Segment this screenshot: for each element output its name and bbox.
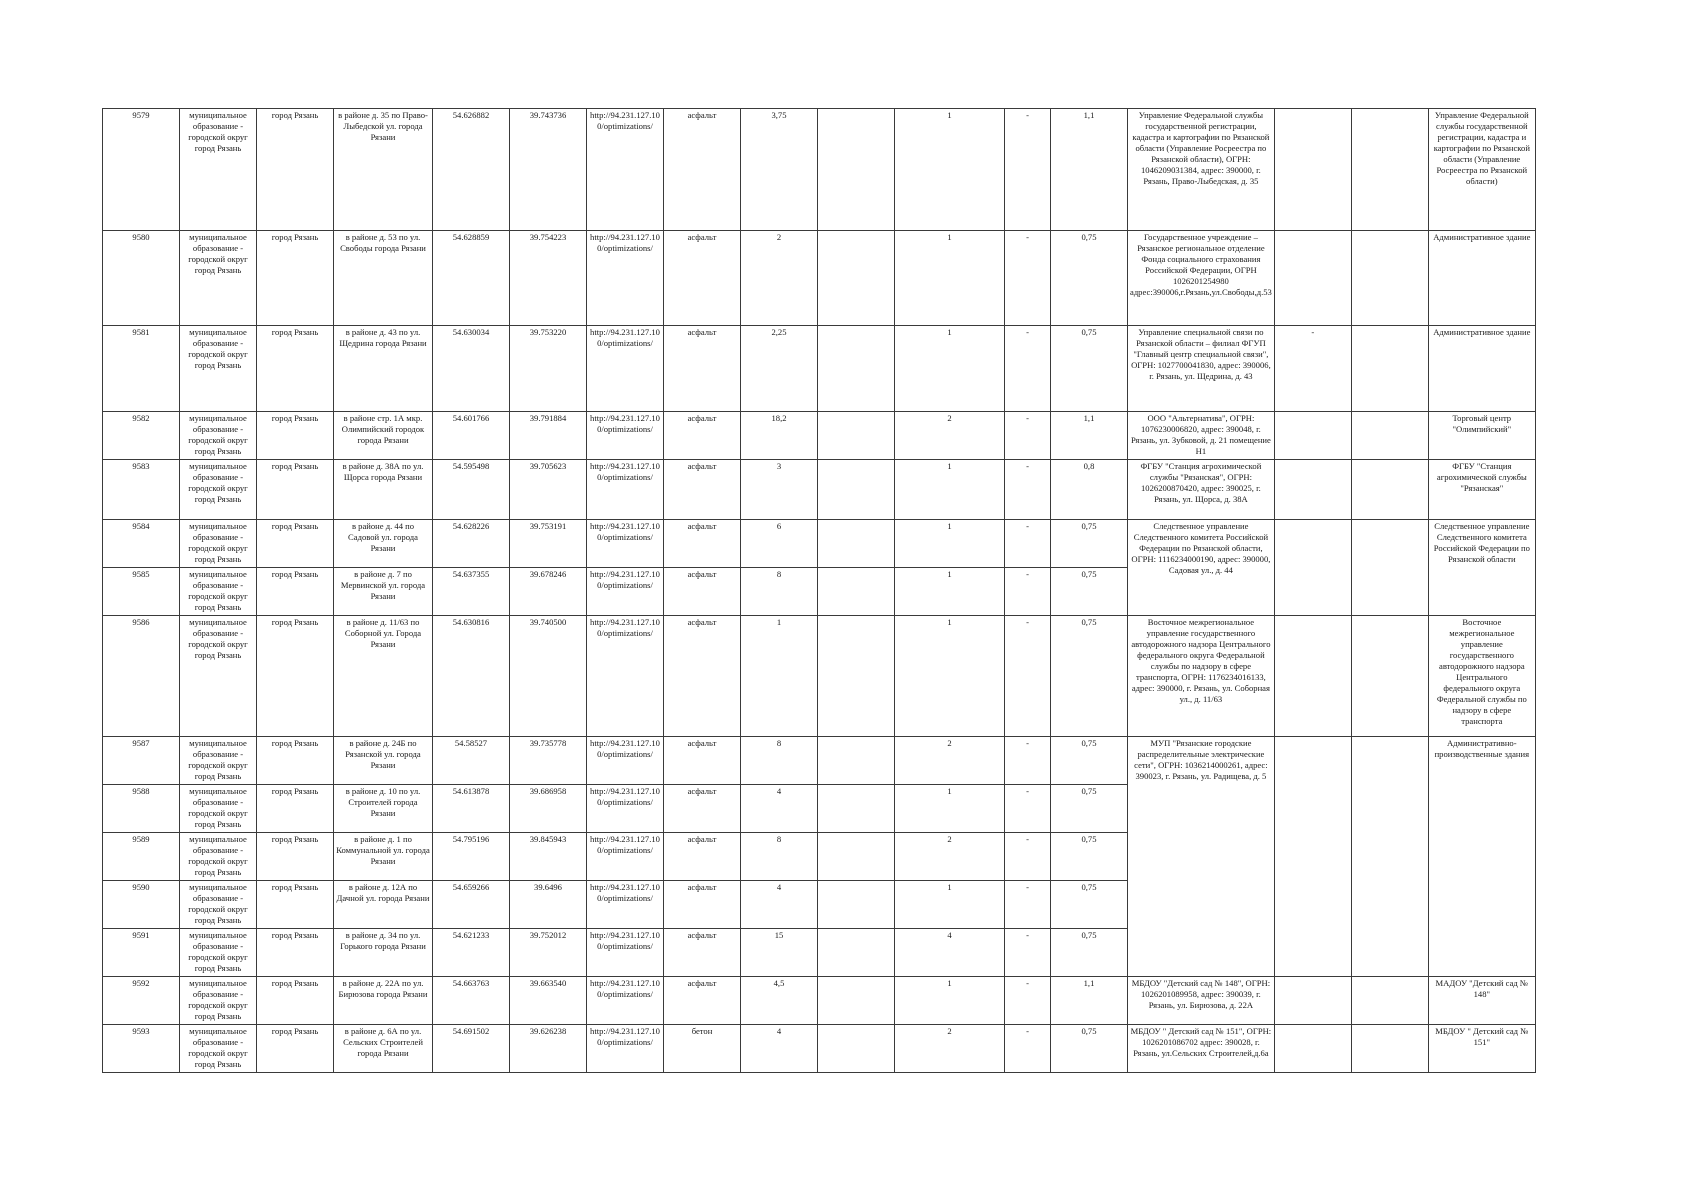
- cell-source: МБДОУ " Детский сад № 151": [1428, 1025, 1535, 1073]
- cell-address: в районе д. 7 по Мервинской ул. города Рязани: [334, 568, 433, 616]
- cell-surface: асфальт: [664, 326, 741, 412]
- cell-num: 9583: [103, 460, 180, 520]
- cell-area: 4: [741, 1025, 818, 1073]
- cell-volume: 0,8: [1051, 460, 1128, 520]
- cell-containers: 1: [895, 881, 1005, 929]
- cell-surface: асфальт: [664, 833, 741, 881]
- cell-volume: 0,75: [1051, 568, 1128, 616]
- cell-containers: 1: [895, 109, 1005, 231]
- cell-url: http://94.231.127.10 0/optimizations/: [587, 568, 664, 616]
- cell-lat: 54.626882: [433, 109, 510, 231]
- cell-col10: [818, 109, 895, 231]
- cell-address: в районе д. 11/63 по Соборной ул. Города Рязани: [334, 616, 433, 737]
- cell-area: 15: [741, 929, 818, 977]
- cell-url: http://94.231.127.10 0/optimizations/: [587, 737, 664, 785]
- cell-col12: -: [1005, 977, 1051, 1025]
- cell-url: http://94.231.127.10 0/optimizations/: [587, 785, 664, 833]
- cell-municipality: муниципальное образование - городской округ город Рязань: [180, 977, 257, 1025]
- cell-col15: [1274, 616, 1351, 737]
- cell-source: ФГБУ "Станция агрохимической службы "Рязанская": [1428, 460, 1535, 520]
- cell-area: 2,25: [741, 326, 818, 412]
- cell-num: 9587: [103, 737, 180, 785]
- cell-owner: МБДОУ "Детский сад № 148", ОГРН: 1026201089958, адрес: 390039, г. Рязань, ул. Бирюзова, д. 22А: [1128, 977, 1275, 1025]
- cell-col15: -: [1274, 326, 1351, 412]
- table-row: [103, 231, 1536, 326]
- cell-address: в районе д. 34 по ул. Горького города Рязани: [334, 929, 433, 977]
- cell-col12: -: [1005, 520, 1051, 568]
- cell-lon: 39.6496: [510, 881, 587, 929]
- cell-city: город Рязань: [257, 460, 334, 520]
- table-row: [103, 109, 1536, 231]
- register-table: [102, 108, 1536, 1073]
- cell-col15: [1274, 231, 1351, 326]
- cell-num: 9593: [103, 1025, 180, 1073]
- cell-lon: 39.735778: [510, 737, 587, 785]
- cell-num: 9585: [103, 568, 180, 616]
- cell-municipality: муниципальное образование - городской округ город Рязань: [180, 929, 257, 977]
- cell-col16: [1351, 326, 1428, 412]
- cell-col15: [1274, 460, 1351, 520]
- cell-surface: асфальт: [664, 881, 741, 929]
- cell-city: город Рязань: [257, 616, 334, 737]
- cell-col16: [1351, 231, 1428, 326]
- cell-owner: Восточное межрегиональное управление государственного автодорожного надзора Центрального федерального округа Федеральной службы по надзору в сфере транспорта, ОГРН: 1176234016133, адрес: 390000, г. Рязань, ул. Соборная ул., д. 11/63: [1128, 616, 1275, 737]
- cell-owner: МУП "Рязанские городские распределительные электрические сети", ОГРН: 1036214000261, адрес: 390023, г. Рязань, ул. Радищева, д. 5: [1128, 737, 1275, 977]
- cell-lat: 54.621233: [433, 929, 510, 977]
- cell-col10: [818, 412, 895, 460]
- cell-volume: 0,75: [1051, 881, 1128, 929]
- cell-url: http://94.231.127.10 0/optimizations/: [587, 1025, 664, 1073]
- table-row: [103, 520, 1536, 568]
- cell-surface: асфальт: [664, 460, 741, 520]
- cell-containers: 1: [895, 785, 1005, 833]
- cell-city: город Рязань: [257, 977, 334, 1025]
- cell-col15: [1274, 1025, 1351, 1073]
- cell-area: 8: [741, 737, 818, 785]
- cell-col15: [1274, 977, 1351, 1025]
- cell-owner: ООО "Альтернатива", ОГРН: 1076230006820, адрес: 390048, г. Рязань, ул. Зубковой, д. 21 помещение Н1: [1128, 412, 1275, 460]
- cell-volume: 0,75: [1051, 616, 1128, 737]
- cell-col12: -: [1005, 881, 1051, 929]
- cell-col10: [818, 568, 895, 616]
- cell-address: в районе д. 12А по Дачной ул. города Рязани: [334, 881, 433, 929]
- cell-col10: [818, 520, 895, 568]
- cell-num: 9588: [103, 785, 180, 833]
- cell-col10: [818, 785, 895, 833]
- cell-area: 4: [741, 785, 818, 833]
- cell-municipality: муниципальное образование - городской округ город Рязань: [180, 109, 257, 231]
- cell-col16: [1351, 977, 1428, 1025]
- cell-col10: [818, 460, 895, 520]
- cell-address: в районе д. 1 по Коммунальной ул. города Рязани: [334, 833, 433, 881]
- cell-surface: асфальт: [664, 231, 741, 326]
- table-row: [103, 326, 1536, 412]
- cell-city: город Рязань: [257, 568, 334, 616]
- cell-num: 9591: [103, 929, 180, 977]
- cell-owner: Управление специальной связи по Рязанской области – филиал ФГУП "Главный центр специальной связи", ОГРН: 1027700041830, адрес: 390006, г. Рязань, ул. Щедрина, д. 43: [1128, 326, 1275, 412]
- cell-lon: 39.845943: [510, 833, 587, 881]
- cell-col12: -: [1005, 929, 1051, 977]
- cell-municipality: муниципальное образование - городской округ город Рязань: [180, 833, 257, 881]
- cell-area: 4: [741, 881, 818, 929]
- cell-municipality: муниципальное образование - городской округ город Рязань: [180, 326, 257, 412]
- cell-surface: асфальт: [664, 929, 741, 977]
- cell-lat: 54.691502: [433, 1025, 510, 1073]
- cell-num: 9592: [103, 977, 180, 1025]
- cell-surface: асфальт: [664, 568, 741, 616]
- cell-city: город Рязань: [257, 520, 334, 568]
- cell-col16: [1351, 520, 1428, 616]
- cell-volume: 0,75: [1051, 833, 1128, 881]
- cell-col12: -: [1005, 231, 1051, 326]
- cell-lon: 39.740500: [510, 616, 587, 737]
- cell-containers: 1: [895, 231, 1005, 326]
- cell-city: город Рязань: [257, 785, 334, 833]
- cell-containers: 2: [895, 412, 1005, 460]
- cell-url: http://94.231.127.10 0/optimizations/: [587, 929, 664, 977]
- cell-col12: -: [1005, 568, 1051, 616]
- cell-municipality: муниципальное образование - городской округ город Рязань: [180, 460, 257, 520]
- cell-source: Административное здание: [1428, 231, 1535, 326]
- cell-area: 8: [741, 833, 818, 881]
- cell-num: 9584: [103, 520, 180, 568]
- cell-containers: 2: [895, 1025, 1005, 1073]
- cell-municipality: муниципальное образование - городской округ город Рязань: [180, 1025, 257, 1073]
- table-row: [103, 460, 1536, 520]
- cell-col12: -: [1005, 109, 1051, 231]
- cell-municipality: муниципальное образование - городской округ город Рязань: [180, 785, 257, 833]
- cell-lat: 54.628859: [433, 231, 510, 326]
- cell-lat: 54.58527: [433, 737, 510, 785]
- cell-num: 9581: [103, 326, 180, 412]
- cell-city: город Рязань: [257, 231, 334, 326]
- cell-area: 3: [741, 460, 818, 520]
- cell-col10: [818, 977, 895, 1025]
- cell-volume: 1,1: [1051, 412, 1128, 460]
- cell-url: http://94.231.127.10 0/optimizations/: [587, 520, 664, 568]
- cell-source: Восточное межрегиональное управление государственного автодорожного надзора Центрального федерального округа Федеральной службы по надзору в сфере транспорта: [1428, 616, 1535, 737]
- cell-volume: 0,75: [1051, 231, 1128, 326]
- cell-lat: 54.595498: [433, 460, 510, 520]
- cell-city: город Рязань: [257, 1025, 334, 1073]
- cell-col10: [818, 231, 895, 326]
- cell-municipality: муниципальное образование - городской округ город Рязань: [180, 520, 257, 568]
- cell-lat: 54.637355: [433, 568, 510, 616]
- cell-lat: 54.663763: [433, 977, 510, 1025]
- cell-col15: [1274, 109, 1351, 231]
- cell-col12: -: [1005, 412, 1051, 460]
- cell-source: Управление Федеральной службы государственной регистрации, кадастра и картографии по Рязанской области (Управление Росреестра по Рязанской области): [1428, 109, 1535, 231]
- cell-col16: [1351, 412, 1428, 460]
- cell-owner: Государственное учреждение – Рязанское региональное отделение Фонда социального страхования Российской Федерации, ОГРН 1026201254980 адрес:390006,г.Рязань,ул.Свободы,д.53: [1128, 231, 1275, 326]
- cell-volume: 0,75: [1051, 1025, 1128, 1073]
- cell-lat: 54.795196: [433, 833, 510, 881]
- cell-col15: [1274, 412, 1351, 460]
- cell-municipality: муниципальное образование - городской округ город Рязань: [180, 568, 257, 616]
- cell-address: в районе д. 22А по ул. Бирюзова города Рязани: [334, 977, 433, 1025]
- cell-col16: [1351, 1025, 1428, 1073]
- cell-url: http://94.231.127.10 0/optimizations/: [587, 460, 664, 520]
- cell-municipality: муниципальное образование - городской округ город Рязань: [180, 231, 257, 326]
- cell-num: 9582: [103, 412, 180, 460]
- cell-owner: Управление Федеральной службы государственной регистрации, кадастра и картографии по Рязанской области (Управление Росреестра по Рязанской области), ОГРН: 1046209031384, адрес: 390000, г. Рязань, Право-Лыбедская, д. 35: [1128, 109, 1275, 231]
- cell-source: МАДОУ "Детский сад № 148": [1428, 977, 1535, 1025]
- cell-area: 1: [741, 616, 818, 737]
- cell-volume: 1,1: [1051, 109, 1128, 231]
- cell-col16: [1351, 460, 1428, 520]
- cell-lat: 54.628226: [433, 520, 510, 568]
- cell-area: 4,5: [741, 977, 818, 1025]
- cell-url: http://94.231.127.10 0/optimizations/: [587, 231, 664, 326]
- cell-col16: [1351, 737, 1428, 977]
- cell-address: в районе д. 44 по Садовой ул. города Рязани: [334, 520, 433, 568]
- cell-city: город Рязань: [257, 929, 334, 977]
- cell-surface: асфальт: [664, 109, 741, 231]
- cell-col12: -: [1005, 833, 1051, 881]
- cell-containers: 2: [895, 833, 1005, 881]
- cell-volume: 0,75: [1051, 785, 1128, 833]
- cell-address: в районе д. 10 по ул. Строителей города Рязани: [334, 785, 433, 833]
- cell-url: http://94.231.127.10 0/optimizations/: [587, 881, 664, 929]
- cell-lat: 54.630816: [433, 616, 510, 737]
- cell-volume: 0,75: [1051, 326, 1128, 412]
- cell-address: в районе стр. 1А мкр. Олимпийский городок города Рязани: [334, 412, 433, 460]
- cell-city: город Рязань: [257, 881, 334, 929]
- cell-col10: [818, 929, 895, 977]
- cell-surface: асфальт: [664, 977, 741, 1025]
- cell-surface: асфальт: [664, 737, 741, 785]
- cell-num: 9586: [103, 616, 180, 737]
- cell-address: в районе д. 53 по ул. Свободы города Рязани: [334, 231, 433, 326]
- cell-containers: 1: [895, 977, 1005, 1025]
- cell-col12: -: [1005, 1025, 1051, 1073]
- cell-col16: [1351, 616, 1428, 737]
- cell-col10: [818, 616, 895, 737]
- cell-lon: 39.663540: [510, 977, 587, 1025]
- cell-surface: асфальт: [664, 785, 741, 833]
- cell-url: http://94.231.127.10 0/optimizations/: [587, 109, 664, 231]
- cell-address: в районе д. 6А по ул. Сельских Строителей города Рязани: [334, 1025, 433, 1073]
- cell-col12: -: [1005, 737, 1051, 785]
- cell-address: в районе д. 35 по Право-Лыбедской ул. города Рязани: [334, 109, 433, 231]
- cell-municipality: муниципальное образование - городской округ город Рязань: [180, 616, 257, 737]
- cell-municipality: муниципальное образование - городской округ город Рязань: [180, 881, 257, 929]
- cell-col12: -: [1005, 326, 1051, 412]
- cell-area: 6: [741, 520, 818, 568]
- cell-containers: 1: [895, 568, 1005, 616]
- cell-owner: Следственное управление Следственного комитета Российской Федерации по Рязанской области, ОГРН: 1116234000190, адрес: 390000, Садовая ул., д. 44: [1128, 520, 1275, 616]
- cell-col10: [818, 833, 895, 881]
- cell-surface: асфальт: [664, 616, 741, 737]
- cell-lat: 54.613878: [433, 785, 510, 833]
- cell-owner: ФГБУ "Станция агрохимической службы "Рязанская", ОГРН: 1026200870420, адрес: 390025, г. Рязань, ул. Щорса, д. 38А: [1128, 460, 1275, 520]
- cell-area: 18,2: [741, 412, 818, 460]
- cell-lat: 54.659266: [433, 881, 510, 929]
- cell-volume: 0,75: [1051, 737, 1128, 785]
- table-row: [103, 737, 1536, 785]
- cell-containers: 1: [895, 520, 1005, 568]
- cell-containers: 2: [895, 737, 1005, 785]
- cell-containers: 4: [895, 929, 1005, 977]
- cell-lon: 39.743736: [510, 109, 587, 231]
- table-row: [103, 1025, 1536, 1073]
- cell-col10: [818, 881, 895, 929]
- cell-city: город Рязань: [257, 109, 334, 231]
- cell-col12: -: [1005, 460, 1051, 520]
- cell-num: 9589: [103, 833, 180, 881]
- cell-area: 8: [741, 568, 818, 616]
- cell-num: 9590: [103, 881, 180, 929]
- cell-lon: 39.678246: [510, 568, 587, 616]
- cell-col16: [1351, 109, 1428, 231]
- cell-surface: бетон: [664, 1025, 741, 1073]
- cell-url: http://94.231.127.10 0/optimizations/: [587, 616, 664, 737]
- cell-lon: 39.754223: [510, 231, 587, 326]
- table-row: [103, 412, 1536, 460]
- cell-city: город Рязань: [257, 833, 334, 881]
- cell-containers: 1: [895, 326, 1005, 412]
- cell-surface: асфальт: [664, 412, 741, 460]
- cell-url: http://94.231.127.10 0/optimizations/: [587, 833, 664, 881]
- cell-address: в районе д. 38А по ул. Щорса города Рязани: [334, 460, 433, 520]
- cell-lon: 39.705623: [510, 460, 587, 520]
- cell-col12: -: [1005, 785, 1051, 833]
- cell-lon: 39.626238: [510, 1025, 587, 1073]
- cell-col10: [818, 737, 895, 785]
- cell-col12: -: [1005, 616, 1051, 737]
- cell-municipality: муниципальное образование - городской округ город Рязань: [180, 737, 257, 785]
- cell-url: http://94.231.127.10 0/optimizations/: [587, 326, 664, 412]
- cell-lat: 54.630034: [433, 326, 510, 412]
- cell-col15: [1274, 737, 1351, 977]
- cell-volume: 0,75: [1051, 520, 1128, 568]
- cell-lat: 54.601766: [433, 412, 510, 460]
- cell-surface: асфальт: [664, 520, 741, 568]
- cell-lon: 39.753220: [510, 326, 587, 412]
- cell-volume: 1,1: [1051, 977, 1128, 1025]
- cell-city: город Рязань: [257, 412, 334, 460]
- cell-col10: [818, 1025, 895, 1073]
- cell-num: 9579: [103, 109, 180, 231]
- cell-owner: МБДОУ " Детский сад № 151", ОГРН: 1026201086702 адрес: 390028, г. Рязань, ул.Сельских Строителей,д.6а: [1128, 1025, 1275, 1073]
- cell-source: Административно-производственные здания: [1428, 737, 1535, 977]
- cell-url: http://94.231.127.10 0/optimizations/: [587, 977, 664, 1025]
- cell-address: в районе д. 24Б по Рязанской ул. города Рязани: [334, 737, 433, 785]
- cell-source: Торговый центр "Олимпийский": [1428, 412, 1535, 460]
- cell-num: 9580: [103, 231, 180, 326]
- cell-city: город Рязань: [257, 737, 334, 785]
- cell-address: в районе д. 43 по ул. Щедрина города Рязани: [334, 326, 433, 412]
- cell-url: http://94.231.127.10 0/optimizations/: [587, 412, 664, 460]
- cell-area: 2: [741, 231, 818, 326]
- table-row: [103, 616, 1536, 737]
- cell-area: 3,75: [741, 109, 818, 231]
- cell-containers: 1: [895, 460, 1005, 520]
- cell-volume: 0,75: [1051, 929, 1128, 977]
- table-row: [103, 977, 1536, 1025]
- cell-col15: [1274, 520, 1351, 616]
- cell-containers: 1: [895, 616, 1005, 737]
- cell-source: Следственное управление Следственного комитета Российской Федерации по Рязанской области: [1428, 520, 1535, 616]
- cell-lon: 39.753191: [510, 520, 587, 568]
- cell-col10: [818, 326, 895, 412]
- cell-municipality: муниципальное образование - городской округ город Рязань: [180, 412, 257, 460]
- cell-lon: 39.752012: [510, 929, 587, 977]
- cell-lon: 39.686958: [510, 785, 587, 833]
- cell-source: Административное здание: [1428, 326, 1535, 412]
- cell-lon: 39.791884: [510, 412, 587, 460]
- cell-city: город Рязань: [257, 326, 334, 412]
